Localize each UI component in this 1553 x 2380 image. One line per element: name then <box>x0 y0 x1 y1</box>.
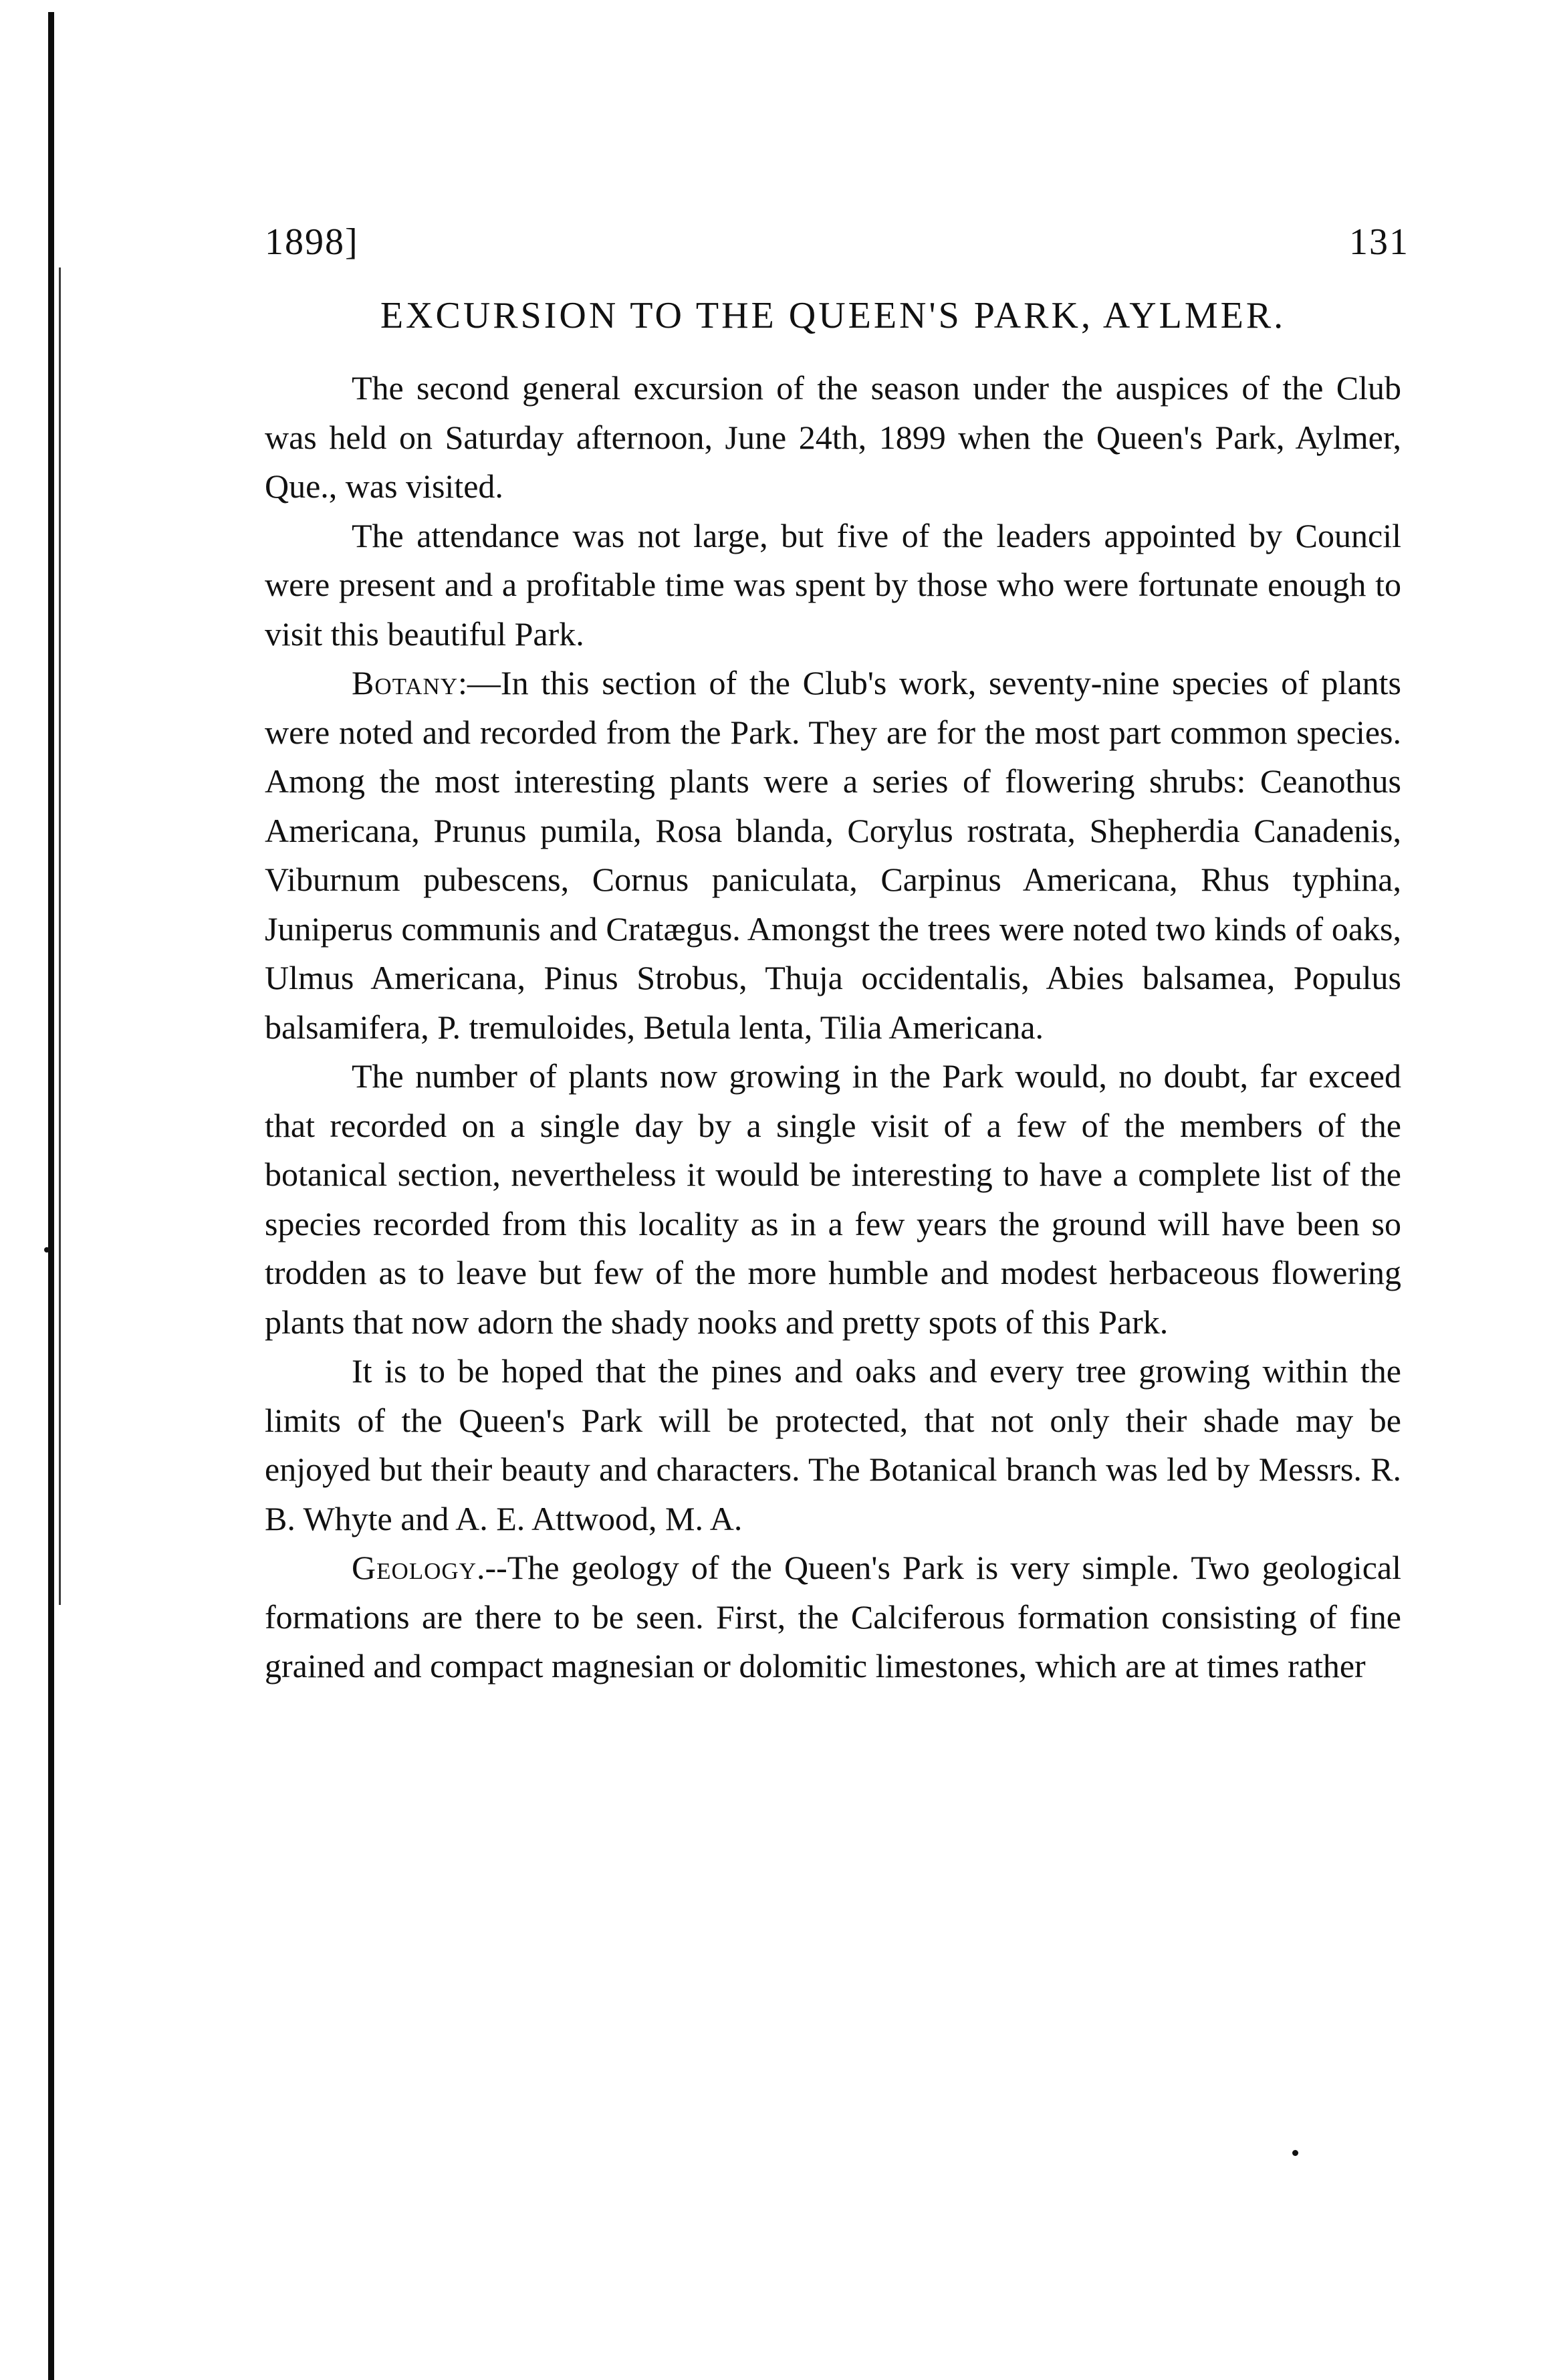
article-title: EXCURSION TO THE QUEEN'S PARK, AYLMER. <box>380 295 1286 336</box>
scan-binding-edge <box>48 12 54 2380</box>
scan-speck <box>44 1247 49 1253</box>
paragraph-attendance <box>265 512 1401 659</box>
paragraph-text: The attendance was not large, but five of the leaders appointed by Council were present and a profitable time was spent by those who were fortunate enough to visit this beautiful Park. <box>265 516 1401 653</box>
page-number: 131 <box>1349 221 1409 263</box>
section-heading-geology: Geology <box>352 1549 477 1586</box>
running-head-year: 1898] <box>265 221 359 263</box>
paragraph-protection <box>265 1347 1401 1543</box>
paragraph-botany <box>265 659 1401 1052</box>
scan-binding-shadow <box>59 267 61 1605</box>
paragraph-text: The second general excursion of the season under the auspices of the Club was held on Saturday afternoon, June 24th, 1899 when the Queen's Park, Aylmer, Que., was visited. <box>265 369 1401 505</box>
paragraph-text: :—In this section of the Club's work, seventy-nine species of plants were noted and recorded from the Park. They are for the most part common species. Among the most interesting plants were a series of flowering shrubs: Ceanothus Americana, Prunus pumila, Rosa blanda, Corylus rostrata, Shepherdia Canadenis, Viburnum pubescens, Cornus paniculata, Carpinus Americana, Rhus typhina, Juniperus communis and Cratægus. Amongst the trees were noted two kinds of oaks, Ulmus Americana, Pinus Strobus, Thuja occidentalis, Abies balsamea, Populus balsamifera, P. tremuloides, Betula lenta, Tilia Americana. <box>265 664 1401 1046</box>
paragraph-intro <box>265 364 1401 512</box>
book-page <box>265 221 1409 1691</box>
paragraph-plant-count <box>265 1052 1401 1347</box>
section-heading-botany: Botany <box>352 664 459 701</box>
running-head <box>265 221 1409 274</box>
paragraph-text: The number of plants now growing in the Park would, no doubt, far exceed that recorded on a single day by a single visit of a few of the members of the botanical section, nevertheless it would be interesting to have a complete list of the species recorded from this locality as in a few years the ground will have been so trodden as to leave but few of the more humble and modest herbaceous flowering plants that now adorn the shady nooks and pretty spots of this Park. <box>265 1057 1401 1341</box>
scan-speck <box>1292 2150 1298 2156</box>
paragraph-text: .--The geology of the Queen's Park is very simple. Two geological formations are there to be seen. First, the Calciferous formation consisting of fine grained and compact magnesian or dolomitic limestones, which are at times rather <box>265 1549 1401 1685</box>
paragraph-geology <box>265 1543 1401 1691</box>
paragraph-text: It is to be hoped that the pines and oaks and every tree growing within the limits of the Queen's Park will be protected, that not only their shade may be enjoyed but their beauty and characters. The Botanical branch was led by Messrs. R. B. Whyte and A. E. Attwood, M. A. <box>265 1352 1401 1537</box>
